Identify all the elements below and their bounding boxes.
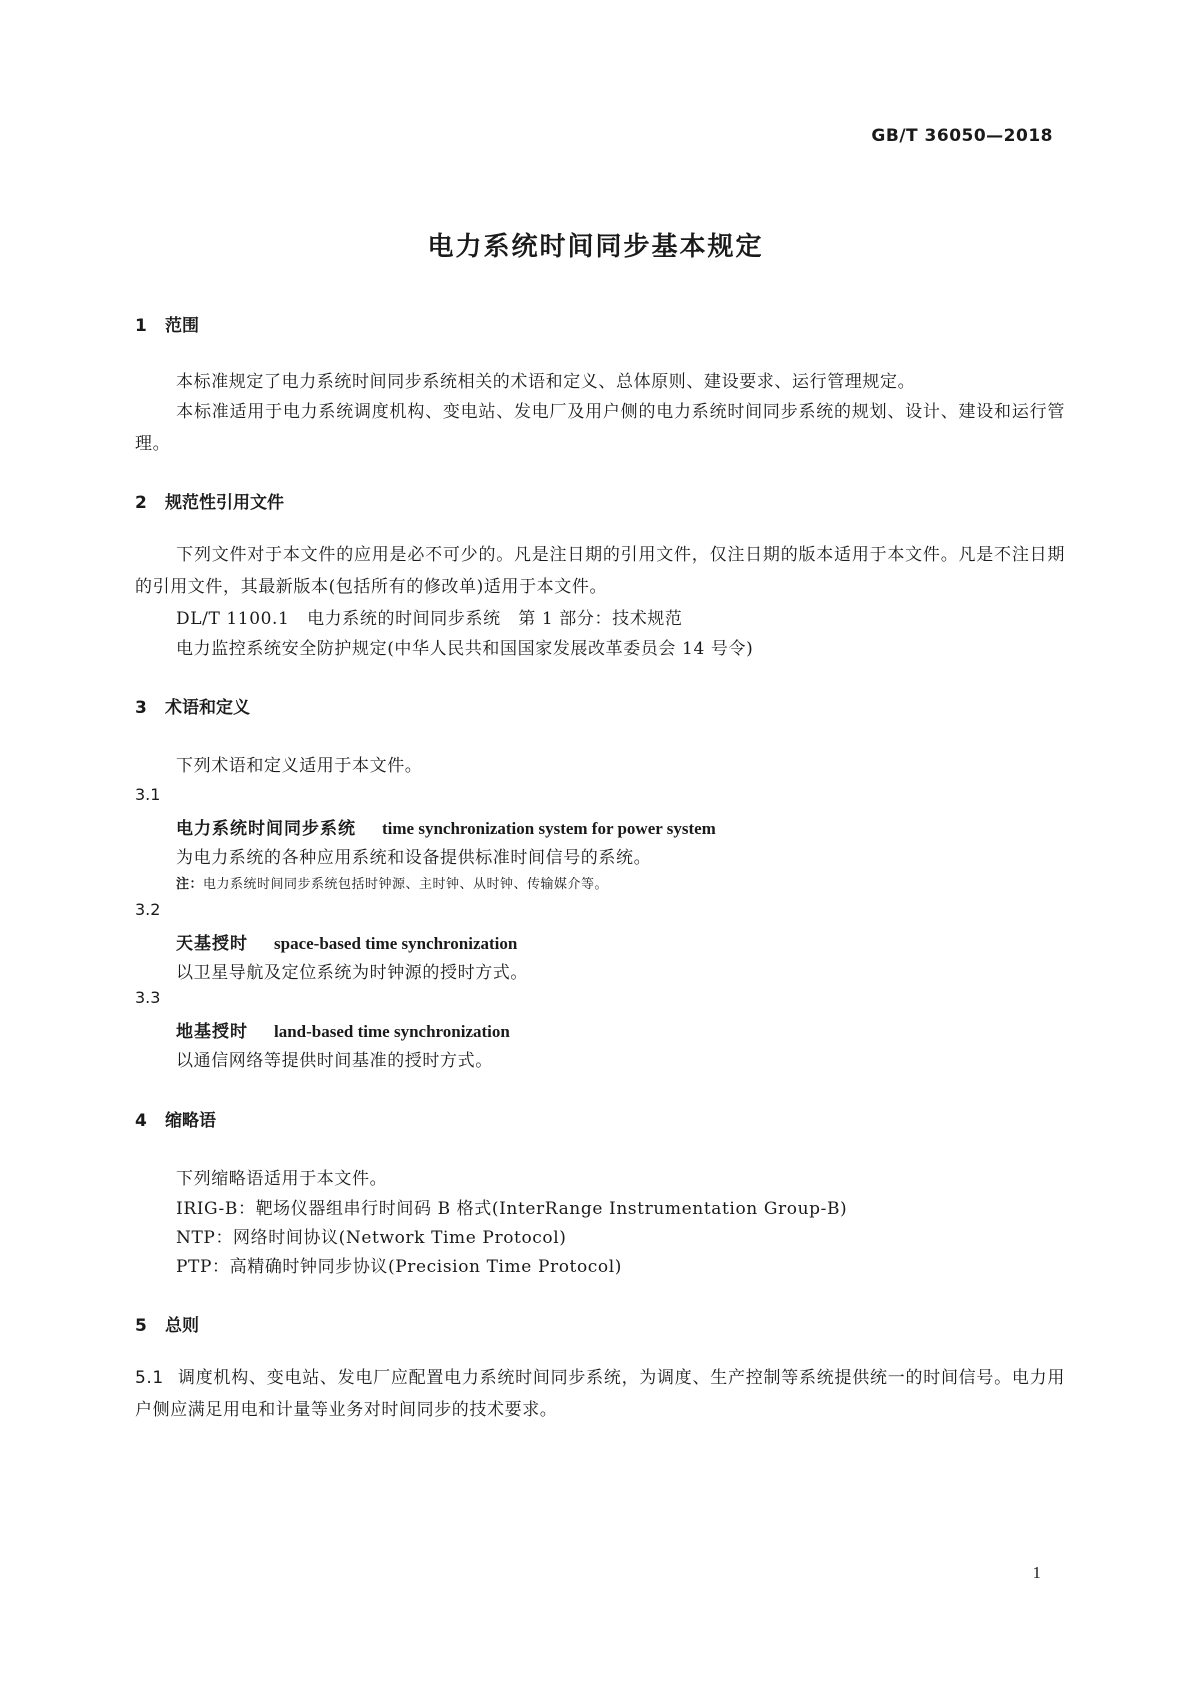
page-number: 1 (1032, 1563, 1041, 1582)
section-3-heading (135, 693, 250, 718)
abbreviation-ntp: NTP：网络时间协议(Network Time Protocol) (176, 1228, 567, 1248)
term-3-2-number: 3.2 (135, 900, 161, 919)
term-english: space-based time synchronization (274, 934, 518, 953)
term-3-3-number: 3.3 (135, 988, 161, 1007)
section-5-heading (135, 1311, 199, 1336)
note-label: 注： (176, 877, 204, 892)
note-text: 电力系统时间同步系统包括时钟源、主时钟、从时钟、传输媒介等。 (203, 877, 609, 892)
term-3-1 (176, 814, 716, 839)
section-4-heading (135, 1106, 216, 1131)
section-number: 2 (135, 493, 147, 513)
abbreviations-intro: 下列缩略语适用于本文件。 (176, 1169, 388, 1189)
term-3-1-note (176, 873, 608, 892)
clause-5-1 (135, 1362, 1065, 1426)
abbreviation-ptp: PTP：高精确时钟同步协议(Precision Time Protocol) (176, 1257, 623, 1277)
clause-text: 调度机构、变电站、发电厂应配置电力系统时间同步系统，为调度、生产控制等系统提供统一的时间信号。电力用户侧应满足用电和计量等业务对时间同步的技术要求。 (135, 1368, 1065, 1420)
section-number: 1 (135, 316, 147, 336)
section-number: 5 (135, 1316, 147, 1336)
term-english: land-based time synchronization (274, 1022, 510, 1041)
section-1-paragraph-1 (135, 366, 1065, 398)
term-english: time synchronization system for power system (382, 819, 716, 838)
normative-reference-1: DL/T 1100.1 电力系统的时间同步系统 第 1 部分：技术规范 (176, 609, 683, 629)
term-chinese: 天基授时 (176, 934, 248, 954)
terms-intro: 下列术语和定义适用于本文件。 (176, 756, 423, 776)
normative-reference-2: 电力监控系统安全防护规定(中华人民共和国国家发展改革委员会 14 号令) (176, 639, 754, 659)
section-title: 缩略语 (165, 1111, 216, 1131)
section-1-heading (135, 311, 199, 336)
paragraph-text: 下列文件对于本文件的应用是必不可少的。凡是注日期的引用文件，仅注日期的版本适用于本文件。凡是不注日期的引用文件，其最新版本(包括所有的修改单)适用于本文件。 (135, 545, 1065, 597)
section-title: 术语和定义 (165, 698, 250, 718)
section-title: 规范性引用文件 (165, 493, 284, 513)
term-3-3 (176, 1017, 510, 1042)
section-number: 4 (135, 1111, 147, 1131)
document-title: 电力系统时间同步基本规定 (427, 232, 764, 262)
term-3-3-definition: 以通信网络等提供时间基准的授时方式。 (176, 1051, 493, 1071)
section-2-heading (135, 488, 284, 513)
clause-number: 5.1 (135, 1368, 164, 1388)
term-chinese: 地基授时 (176, 1022, 248, 1042)
paragraph-text: 本标准适用于电力系统调度机构、变电站、发电厂及用户侧的电力系统时间同步系统的规划、设计、建设和运行管理。 (135, 402, 1065, 454)
abbreviation-irig-b: IRIG-B：靶场仪器组串行时间码 B 格式(InterRange Instrumentation Group-B) (176, 1199, 848, 1219)
section-1-paragraph-2 (135, 396, 1065, 460)
term-chinese: 电力系统时间同步系统 (176, 819, 356, 839)
section-title: 总则 (165, 1316, 199, 1336)
section-title: 范围 (165, 316, 199, 336)
section-number: 3 (135, 698, 147, 718)
section-2-paragraph-1 (135, 539, 1065, 603)
term-3-1-definition: 为电力系统的各种应用系统和设备提供标准时间信号的系统。 (176, 848, 652, 868)
standard-number: GB/T 36050—2018 (871, 126, 1053, 146)
term-3-1-number: 3.1 (135, 785, 161, 804)
paragraph-text: 本标准规定了电力系统时间同步系统相关的术语和定义、总体原则、建设要求、运行管理规定。 (176, 372, 916, 392)
term-3-2-definition: 以卫星导航及定位系统为时钟源的授时方式。 (176, 963, 528, 983)
term-3-2 (176, 929, 517, 954)
